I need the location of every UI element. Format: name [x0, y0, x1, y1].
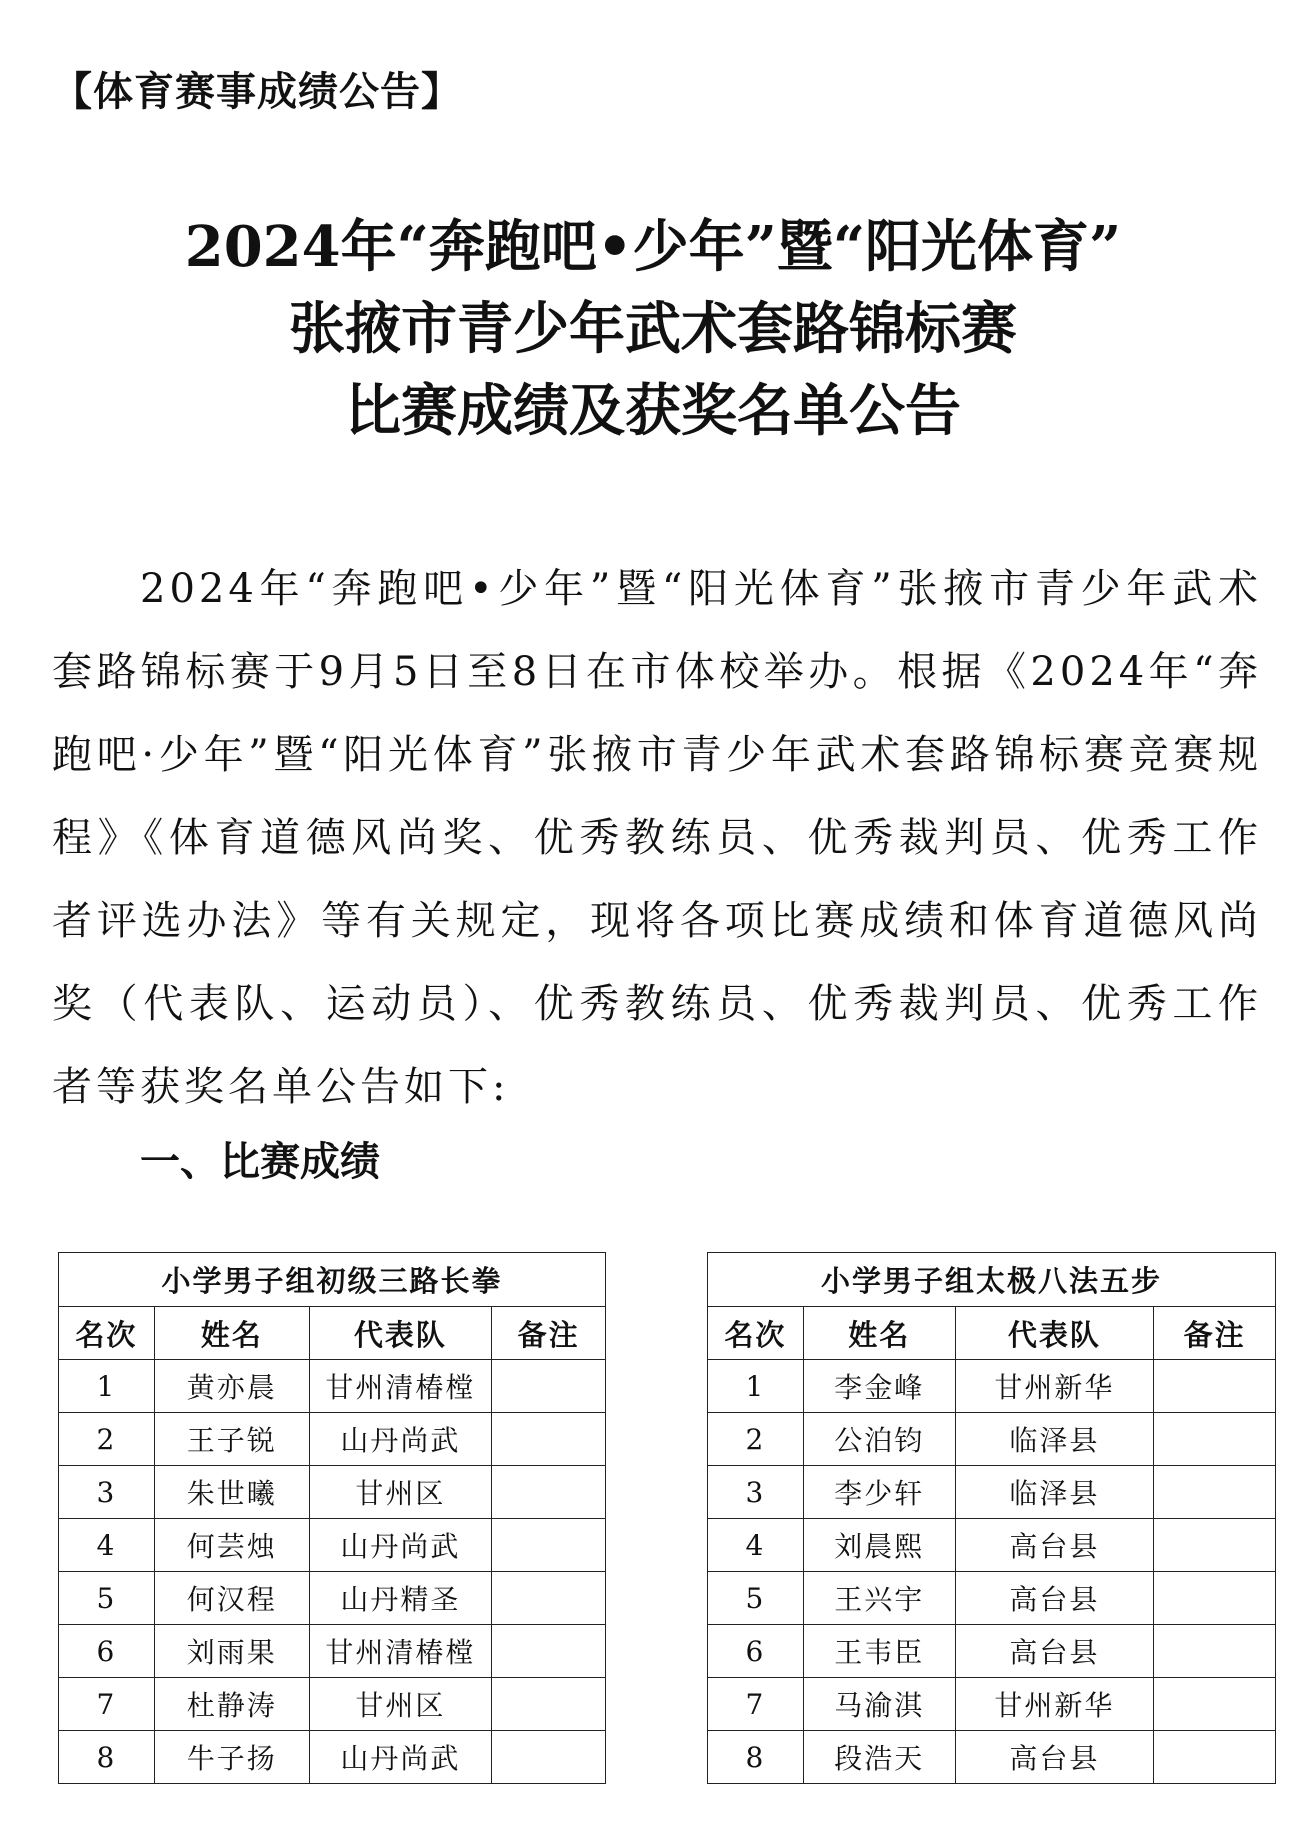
remark-cell [492, 1360, 606, 1413]
name-cell: 公泊钧 [803, 1413, 955, 1466]
name-cell: 何芸烛 [154, 1519, 309, 1572]
rank-cell: 3 [59, 1466, 155, 1519]
column-header-remark: 备注 [492, 1307, 606, 1360]
rank-cell: 1 [708, 1360, 804, 1413]
rank-cell: 8 [59, 1731, 155, 1784]
name-cell: 王子锐 [154, 1413, 309, 1466]
rank-cell: 4 [708, 1519, 804, 1572]
remark-cell [492, 1572, 606, 1625]
team-cell: 高台县 [955, 1625, 1154, 1678]
rank-cell: 6 [59, 1625, 155, 1678]
table-row [708, 1572, 1276, 1625]
team-cell: 甘州新华 [955, 1678, 1154, 1731]
table-row [59, 1360, 606, 1413]
column-header-remark: 备注 [1154, 1307, 1276, 1360]
column-header-rank: 名次 [59, 1307, 155, 1360]
team-cell: 甘州区 [309, 1466, 492, 1519]
remark-cell [1154, 1466, 1276, 1519]
remark-cell [1154, 1519, 1276, 1572]
name-cell: 何汉程 [154, 1572, 309, 1625]
page-title-line-3: 比赛成绩及获奖名单公告 [345, 378, 961, 444]
section-heading: 一、比赛成绩 [140, 1139, 380, 1185]
rank-cell: 5 [59, 1572, 155, 1625]
name-cell: 马渝淇 [803, 1678, 955, 1731]
team-cell: 高台县 [955, 1572, 1154, 1625]
rank-cell: 5 [708, 1572, 804, 1625]
table-row [708, 1413, 1276, 1466]
rank-cell: 7 [59, 1678, 155, 1731]
table-row [59, 1678, 606, 1731]
name-cell: 刘雨果 [154, 1625, 309, 1678]
column-header-name: 姓名 [154, 1307, 309, 1360]
column-header-rank: 名次 [708, 1307, 804, 1360]
table-body [708, 1360, 1276, 1784]
table-row [708, 1731, 1276, 1784]
intro-paragraph: 2024年“奔跑吧•少年”暨“阳光体育”张掖市青少年武术套路锦标赛于9月5日至8日在市体校举办。根据《2024年“奔跑吧·少年”暨“阳光体育”张掖市青少年武术套路锦标赛竞赛规程》《体育道德风尚奖、优秀教练员、优秀裁判员、优秀工作者评选办法》等有关规定，现将各项比赛成绩和体育道德风尚奖（代表队、运动员）、优秀教练员、优秀裁判员、优秀工作者等获奖名单公告如下: [52, 566, 1262, 1110]
rank-cell: 1 [59, 1360, 155, 1413]
table-row [708, 1360, 1276, 1413]
rank-cell: 3 [708, 1466, 804, 1519]
team-cell: 山丹尚武 [309, 1519, 492, 1572]
rank-cell: 6 [708, 1625, 804, 1678]
remark-cell [1154, 1678, 1276, 1731]
name-cell: 王韦臣 [803, 1625, 955, 1678]
name-cell: 段浩天 [803, 1731, 955, 1784]
team-cell: 临泽县 [955, 1466, 1154, 1519]
table-row [59, 1413, 606, 1466]
table-row [59, 1572, 606, 1625]
team-cell: 临泽县 [955, 1413, 1154, 1466]
table-row [59, 1519, 606, 1572]
name-cell: 杜静涛 [154, 1678, 309, 1731]
column-header-name: 姓名 [803, 1307, 955, 1360]
table-row [708, 1625, 1276, 1678]
team-cell: 甘州新华 [955, 1360, 1154, 1413]
table-row [59, 1731, 606, 1784]
table-row [59, 1466, 606, 1519]
rank-cell: 2 [59, 1413, 155, 1466]
name-cell: 黄亦晨 [154, 1360, 309, 1413]
table-row [708, 1519, 1276, 1572]
remark-cell [492, 1466, 606, 1519]
rank-cell: 8 [708, 1731, 804, 1784]
remark-cell [492, 1519, 606, 1572]
column-header-team: 代表队 [955, 1307, 1154, 1360]
team-cell: 甘州清椿樘 [309, 1625, 492, 1678]
remark-cell [492, 1678, 606, 1731]
team-cell: 山丹尚武 [309, 1413, 492, 1466]
remark-cell [1154, 1360, 1276, 1413]
results-table-taiji [707, 1252, 1276, 1784]
name-cell: 牛子扬 [154, 1731, 309, 1784]
name-cell: 刘晨熙 [803, 1519, 955, 1572]
name-cell: 朱世曦 [154, 1466, 309, 1519]
remark-cell [1154, 1572, 1276, 1625]
table-row [708, 1466, 1276, 1519]
rank-cell: 7 [708, 1678, 804, 1731]
remark-cell [1154, 1731, 1276, 1784]
name-cell: 李金峰 [803, 1360, 955, 1413]
team-cell: 高台县 [955, 1519, 1154, 1572]
remark-cell [492, 1413, 606, 1466]
name-cell: 王兴宇 [803, 1572, 955, 1625]
table-caption: 小学男子组太极八法五步 [708, 1253, 1276, 1307]
team-cell: 山丹尚武 [309, 1731, 492, 1784]
rank-cell: 2 [708, 1413, 804, 1466]
column-header-team: 代表队 [309, 1307, 492, 1360]
team-cell: 甘州清椿樘 [309, 1360, 492, 1413]
name-cell: 李少轩 [803, 1466, 955, 1519]
remark-cell [492, 1625, 606, 1678]
table-row [59, 1625, 606, 1678]
results-table-changquan [58, 1252, 606, 1784]
table-row [708, 1678, 1276, 1731]
rank-cell: 4 [59, 1519, 155, 1572]
table-body [59, 1360, 606, 1784]
remark-cell [1154, 1413, 1276, 1466]
team-cell: 高台县 [955, 1731, 1154, 1784]
team-cell: 甘州区 [309, 1678, 492, 1731]
remark-cell [492, 1731, 606, 1784]
team-cell: 山丹精圣 [309, 1572, 492, 1625]
notice-category-tag: 【体育赛事成绩公告】 [52, 69, 462, 115]
page-title-line-2: 张掖市青少年武术套路锦标赛 [289, 296, 1017, 362]
remark-cell [1154, 1625, 1276, 1678]
table-caption: 小学男子组初级三路长拳 [59, 1253, 606, 1307]
page-title-line-1: 2024年“奔跑吧•少年”暨“阳光体育” [184, 214, 1122, 280]
